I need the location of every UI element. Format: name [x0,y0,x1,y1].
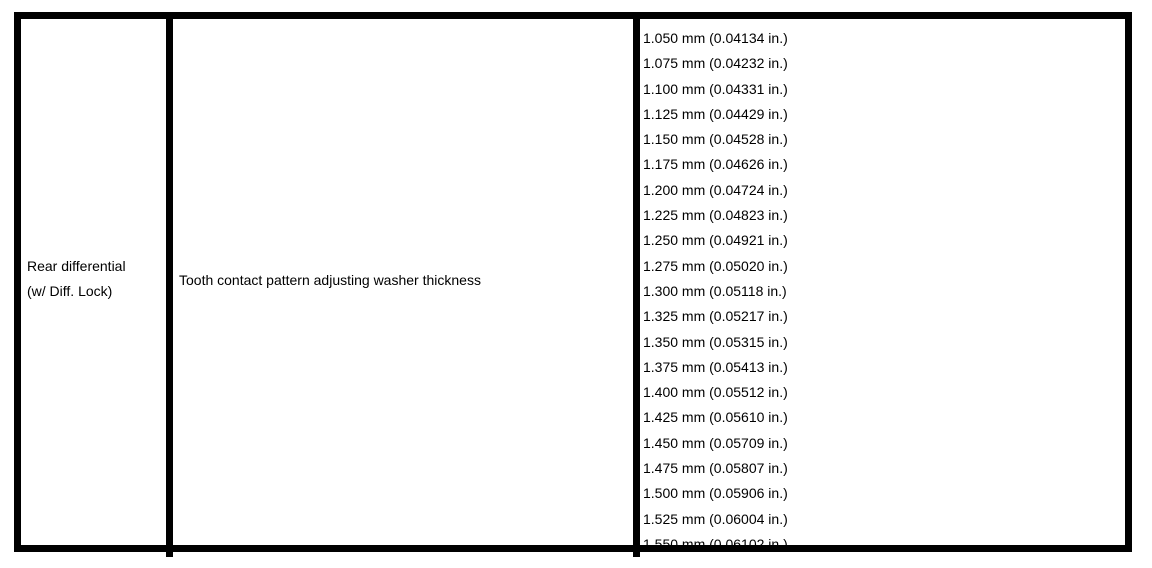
washer-thickness-value: 1.375 mm (0.05413 in.) [643,358,788,375]
values-cell [640,19,1125,557]
washer-thickness-value: 1.325 mm (0.05217 in.) [643,308,788,325]
washer-thickness-value: 1.550 mm (0.06102 in.) [643,535,788,552]
washer-thickness-value: 1.450 mm (0.05709 in.) [643,434,788,451]
washer-thickness-value: 1.250 mm (0.04921 in.) [643,232,788,249]
washer-thickness-value: 1.200 mm (0.04724 in.) [643,181,788,198]
washer-thickness-value: 1.150 mm (0.04528 in.) [643,131,788,148]
washer-thickness-value: 1.475 mm (0.05807 in.) [643,460,788,477]
washer-thickness-value: 1.225 mm (0.04823 in.) [643,207,788,224]
component-name: Rear differential [27,258,126,275]
washer-thickness-value: 1.275 mm (0.05020 in.) [643,257,788,274]
item-label: Tooth contact pattern adjusting washer thickness [179,272,481,289]
washer-thickness-value: 1.500 mm (0.05906 in.) [643,485,788,502]
washer-thickness-value: 1.350 mm (0.05315 in.) [643,333,788,350]
component-label [27,254,126,304]
washer-thickness-value: 1.075 mm (0.04232 in.) [643,55,788,72]
component-cell [21,19,173,557]
washer-thickness-list [643,26,1125,557]
washer-thickness-value: 1.175 mm (0.04626 in.) [643,156,788,173]
washer-thickness-value: 1.425 mm (0.05610 in.) [643,409,788,426]
item-cell [173,19,640,557]
washer-thickness-value: 1.100 mm (0.04331 in.) [643,80,788,97]
washer-thickness-value: 1.050 mm (0.04134 in.) [643,30,788,46]
spec-table [14,12,1132,552]
component-variant: (w/ Diff. Lock) [27,283,113,300]
washer-thickness-value: 1.525 mm (0.06004 in.) [643,510,788,527]
washer-thickness-value: 1.400 mm (0.05512 in.) [643,384,788,401]
washer-thickness-value: 1.125 mm (0.04429 in.) [643,105,788,122]
washer-thickness-value: 1.300 mm (0.05118 in.) [643,282,787,299]
